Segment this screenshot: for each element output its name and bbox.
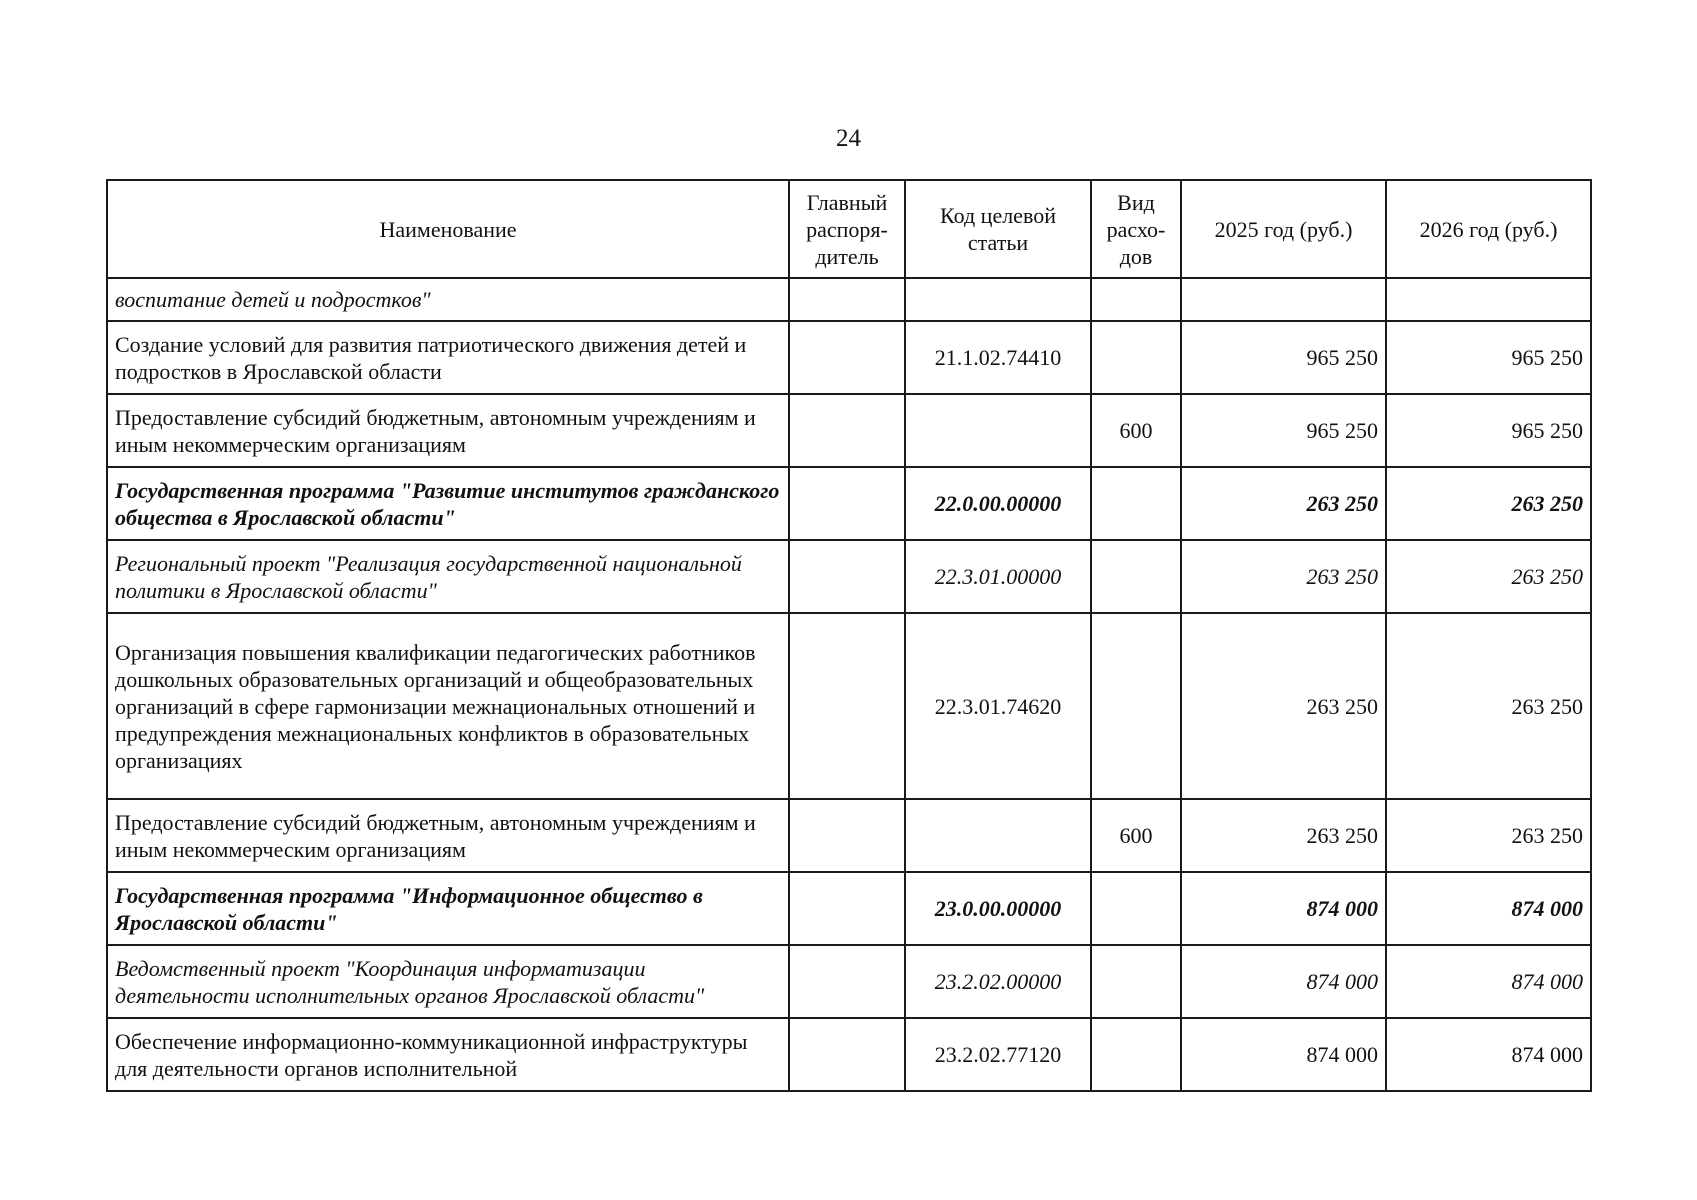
cell-2026: 965 250 [1386,394,1591,467]
cell-name: Государственная программа "Информационное общество в Ярославской области" [107,872,789,945]
cell-2026: 263 250 [1386,799,1591,872]
cell-type: 600 [1091,394,1181,467]
cell-2025: 263 250 [1181,613,1386,799]
cell-code [905,799,1091,872]
cell-2026 [1386,278,1591,321]
cell-name: Организация повышения квалификации педагогических работников дошкольных образовательных организаций и общеобразовательных организаций в сфере гармонизации межнациональных отношений и предупреждения межнациональных конфликтов в образовательных организациях [107,613,789,799]
cell-2025: 263 250 [1181,540,1386,613]
cell-code [905,394,1091,467]
cell-2026: 965 250 [1386,321,1591,394]
budget-table [106,179,1592,1092]
cell-name: Региональный проект "Реализация государственной национальной политики в Ярославской области" [107,540,789,613]
cell-admin [789,394,905,467]
cell-2026: 263 250 [1386,467,1591,540]
cell-admin [789,278,905,321]
cell-admin [789,872,905,945]
cell-name: Государственная программа "Развитие институтов гражданского общества в Ярославской области" [107,467,789,540]
cell-code: 22.0.00.00000 [905,467,1091,540]
cell-type: 600 [1091,799,1181,872]
cell-code: 23.0.00.00000 [905,872,1091,945]
page-number: 24 [836,125,861,152]
cell-code: 22.3.01.74620 [905,613,1091,799]
cell-admin [789,321,905,394]
cell-name: Обеспечение информационно-коммуникационной инфраструктуры для деятельности органов исполнительной [107,1018,789,1091]
cell-admin [789,945,905,1018]
cell-name: Создание условий для развития патриотического движения детей и подростков в Ярославской области [107,321,789,394]
table-header-row [107,180,1591,278]
header-name: Наименование [107,180,789,278]
table-row [107,394,1591,467]
table-row [107,321,1591,394]
cell-admin [789,540,905,613]
cell-type [1091,872,1181,945]
cell-code [905,278,1091,321]
cell-2025: 874 000 [1181,872,1386,945]
cell-2025: 263 250 [1181,467,1386,540]
cell-admin [789,1018,905,1091]
cell-type [1091,540,1181,613]
cell-admin [789,613,905,799]
table-row [107,540,1591,613]
cell-2025: 874 000 [1181,1018,1386,1091]
cell-2026: 263 250 [1386,613,1591,799]
cell-2026: 263 250 [1386,540,1591,613]
cell-type [1091,613,1181,799]
cell-admin [789,467,905,540]
cell-type [1091,321,1181,394]
cell-2025 [1181,278,1386,321]
header-2026: 2026 год (руб.) [1386,180,1591,278]
cell-type [1091,467,1181,540]
cell-name: воспитание детей и подростков" [107,278,789,321]
cell-name: Предоставление субсидий бюджетным, автономным учреждениям и иным некоммерческим организациям [107,394,789,467]
cell-code: 23.2.02.00000 [905,945,1091,1018]
table-row [107,1018,1591,1091]
header-2025: 2025 год (руб.) [1181,180,1386,278]
cell-2025: 263 250 [1181,799,1386,872]
cell-name: Предоставление субсидий бюджетным, автономным учреждениям и иным некоммерческим организациям [107,799,789,872]
cell-admin [789,799,905,872]
cell-2026: 874 000 [1386,872,1591,945]
table-header [107,180,1591,278]
table-row [107,613,1591,799]
cell-name: Ведомственный проект "Координация информатизации деятельности исполнительных органов Ярославской области" [107,945,789,1018]
cell-code: 22.3.01.00000 [905,540,1091,613]
cell-type [1091,945,1181,1018]
table-row [107,278,1591,321]
cell-code: 23.2.02.77120 [905,1018,1091,1091]
header-admin: Главный распоря-дитель [789,180,905,278]
table-row [107,799,1591,872]
cell-type [1091,1018,1181,1091]
header-code: Код целевой статьи [905,180,1091,278]
cell-2025: 965 250 [1181,394,1386,467]
cell-2026: 874 000 [1386,1018,1591,1091]
cell-type [1091,278,1181,321]
cell-2026: 874 000 [1386,945,1591,1018]
cell-2025: 965 250 [1181,321,1386,394]
cell-code: 21.1.02.74410 [905,321,1091,394]
table-row [107,467,1591,540]
cell-2025: 874 000 [1181,945,1386,1018]
table-row [107,872,1591,945]
table-body [107,278,1591,1091]
table-row [107,945,1591,1018]
header-type: Вид расхо-дов [1091,180,1181,278]
